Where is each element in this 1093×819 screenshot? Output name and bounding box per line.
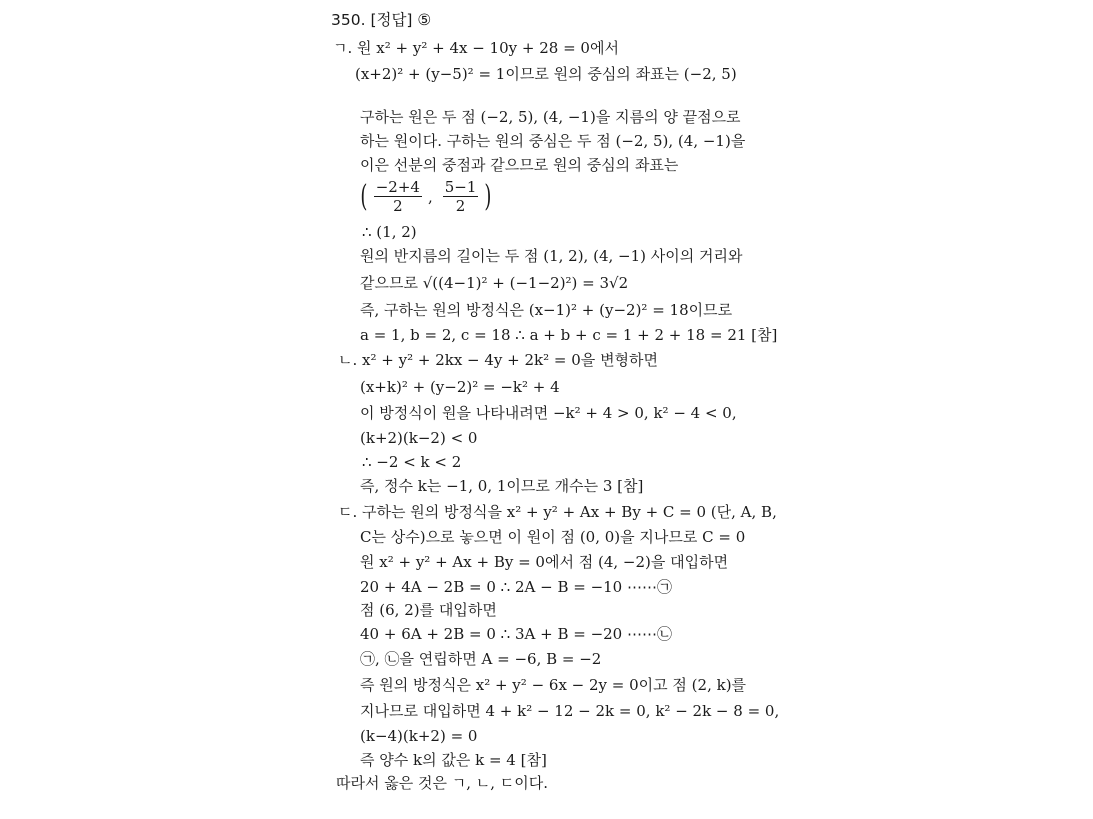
solution-line: a = 1, b = 2, c = 18 ∴ a + b + c = 1 + 2 + 18 = 21 [참] xyxy=(360,326,778,344)
solution-line: 즉, 정수 k는 −1, 0, 1이므로 개수는 3 [참] xyxy=(360,477,644,495)
fraction-denominator: 2 xyxy=(393,197,403,215)
solution-line: 즉 원의 방정식은 x² + y² − 6x − 2y = 0이고 점 (2, k)를 xyxy=(360,676,747,694)
solution-line: (x+k)² + (y−2)² = −k² + 4 xyxy=(360,378,560,396)
solution-line: (k−4)(k+2) = 0 xyxy=(360,727,478,745)
answer-header: 350. [정답] ⑤ xyxy=(331,11,432,29)
solution-line: 즉 양수 k의 값은 k = 4 [참] xyxy=(360,751,547,769)
solution-line: 지나므로 대입하면 4 + k² − 12 − 2k = 0, k² − 2k − 8 = 0, xyxy=(360,702,780,720)
midpoint-fraction xyxy=(358,178,494,215)
solution-line: 20 + 4A − 2B = 0 ∴ 2A − B = −10 ⋯⋯㉠ xyxy=(360,578,672,596)
solution-line: C는 상수)으로 놓으면 이 원이 점 (0, 0)을 지나므로 C = 0 xyxy=(360,528,746,546)
solution-line: (k+2)(k−2) < 0 xyxy=(360,429,478,447)
solution-line: (x+2)² + (y−5)² = 1이므로 원의 중심의 좌표는 (−2, 5) xyxy=(355,65,737,83)
fraction-x xyxy=(374,178,422,215)
fraction-denominator: 2 xyxy=(455,197,466,215)
item-c-line: ㄷ. 구하는 원의 방정식을 x² + y² + Ax + By + C = 0 (단, A, B, xyxy=(338,503,777,521)
solution-line: 점 (6, 2)를 대입하면 xyxy=(360,601,497,619)
conclusion-line: 따라서 옳은 것은 ㄱ, ㄴ, ㄷ이다. xyxy=(336,774,549,792)
solution-line: ∴ (1, 2) xyxy=(362,223,417,241)
fraction-comma: , xyxy=(427,187,433,206)
fraction-numerator: 5−1 xyxy=(444,178,477,196)
fraction-numerator: −2+4 xyxy=(375,178,420,196)
left-paren-icon: ( xyxy=(360,178,368,214)
solution-line: 원의 반지름의 길이는 두 점 (1, 2), (4, −1) 사이의 거리와 xyxy=(360,247,743,265)
solution-line: ∴ −2 < k < 2 xyxy=(362,453,462,471)
solution-line: 40 + 6A + 2B = 0 ∴ 3A + B = −20 ⋯⋯㉡ xyxy=(360,625,672,643)
solution-line: 즉, 구하는 원의 방정식은 (x−1)² + (y−2)² = 18이므로 xyxy=(360,301,733,319)
right-paren-icon: ) xyxy=(484,178,492,214)
solution-line: 원 x² + y² + Ax + By = 0에서 점 (4, −2)을 대입하면 xyxy=(360,553,729,571)
solution-line: 하는 원이다. 구하는 원의 중심은 두 점 (−2, 5), (4, −1)을 xyxy=(360,132,746,150)
solution-line: 이은 선분의 중점과 같으므로 원의 중심의 좌표는 xyxy=(360,156,679,174)
solution-line: 이 방정식이 원을 나타내려면 −k² + 4 > 0, k² − 4 < 0, xyxy=(360,404,737,422)
solution-line: 같으므로 √((4−1)² + (−1−2)²) = 3√2 xyxy=(360,274,629,292)
fraction-y xyxy=(443,178,479,215)
item-b-line: ㄴ. x² + y² + 2kx − 4y + 2k² = 0을 변형하면 xyxy=(338,351,659,369)
item-a-line: ㄱ. 원 x² + y² + 4x − 10y + 28 = 0에서 xyxy=(333,39,619,57)
solution-line: ㉠, ㉡을 연립하면 A = −6, B = −2 xyxy=(360,650,602,668)
solution-line: 구하는 원은 두 점 (−2, 5), (4, −1)을 지름의 양 끝점으로 xyxy=(360,108,741,126)
